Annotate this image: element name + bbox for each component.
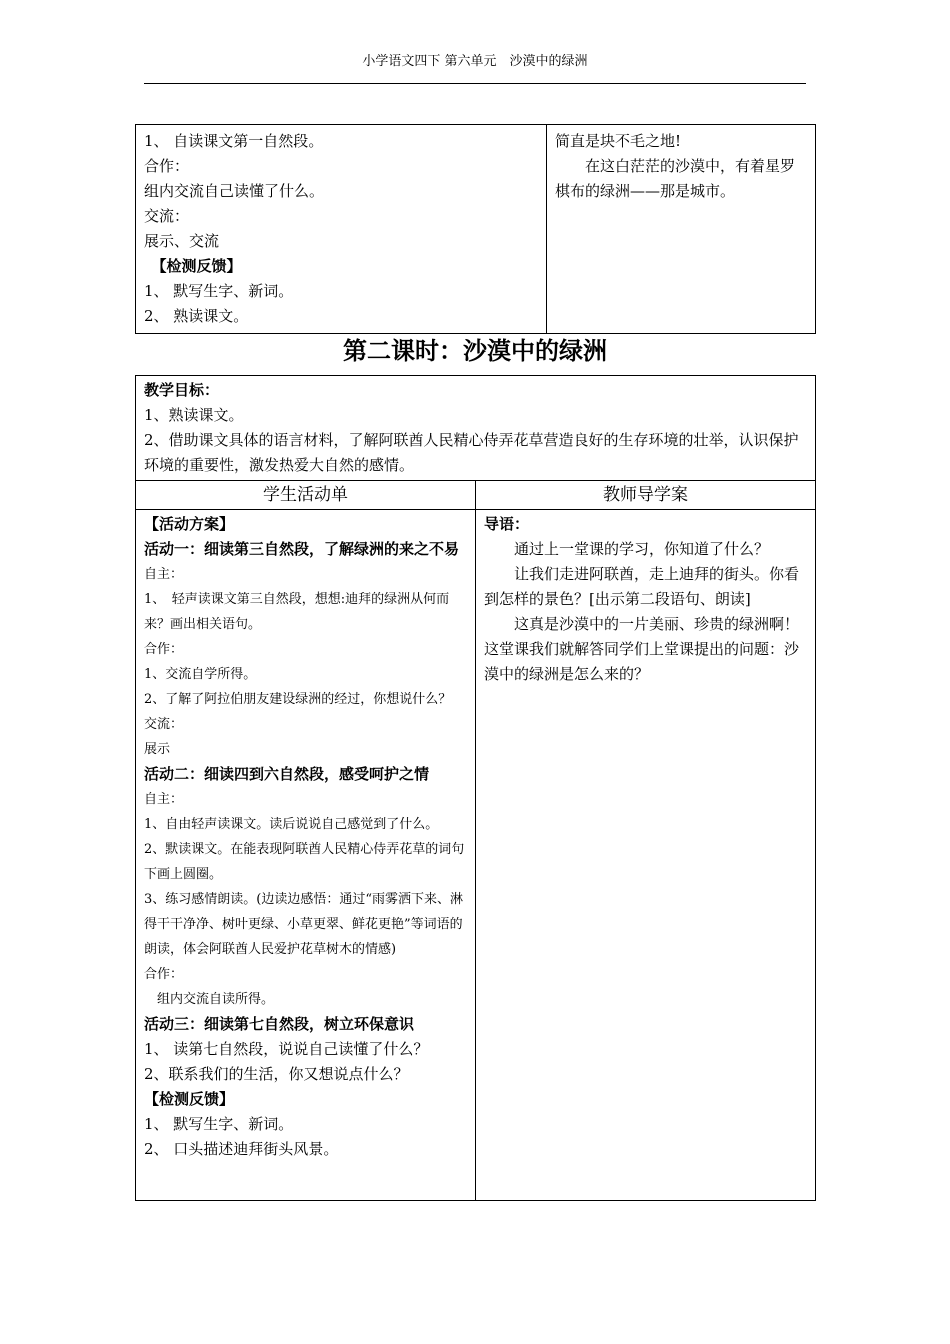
top-right-line-2: 在这白茫茫的沙漠中，有着星罗棋布的绿洲——那是城市。 bbox=[555, 157, 796, 200]
activity-2-step-2: 2、默读课文。在能表现阿联酋人民精心侍弄花草的词句下画上圆圈。 bbox=[144, 842, 465, 882]
goals-label: 教学目标： bbox=[144, 381, 220, 399]
goal-item-2: 2、借助课文具体的语言材料，了解阿联酋人民精心侍弄花草营造良好的生存环境的壮举，认识保护环境的重要性，激发热爱大自然的感情。 bbox=[144, 431, 799, 474]
top-right-line-1: 简直是块不毛之地! bbox=[555, 132, 682, 150]
student-column-header: 学生活动单 bbox=[136, 481, 476, 510]
top-left-line-3: 组内交流自己读懂了什么。 bbox=[144, 182, 325, 200]
top-left-line-2: 合作： bbox=[144, 157, 190, 175]
activity-2-title: 活动二：细读四到六自然段，感受呵护之情 bbox=[144, 765, 430, 783]
activity-2-step-3: 3、练习感情朗读。(边读边感悟：通过“雨雾洒下来、淋得干干净净、树叶更绿、小草更翠、鲜花更艳”等词语的朗读，体会阿联酋人民爱护花草树木的情感) bbox=[144, 892, 463, 957]
top-right-cell bbox=[547, 125, 816, 334]
teacher-guide-para-1: 通过上一堂课的学习，你知道了什么？ bbox=[514, 540, 770, 558]
activity-plan-label: 【活动方案】 bbox=[144, 515, 235, 533]
activity-2-self: 自主： bbox=[144, 792, 184, 807]
feedback-label: 【检测反馈】 bbox=[144, 1090, 235, 1108]
activity-2-coop-1: 组内交流自读所得。 bbox=[157, 992, 275, 1007]
lesson-table bbox=[135, 375, 816, 1201]
student-activity-cell bbox=[136, 510, 476, 1201]
activity-1-step: 1、 轻声读课文第三自然段，想想:迪拜的绿洲从何而来？画出相关语句。 bbox=[144, 592, 450, 632]
goals-cell bbox=[136, 376, 816, 481]
lesson-title: 第二课时：沙漠中的绿洲 bbox=[343, 337, 607, 365]
activity-1-coop-1: 1、交流自学所得。 bbox=[144, 667, 257, 682]
activity-3-step-2: 2、联系我们的生活，你又想说点什么？ bbox=[144, 1065, 409, 1083]
top-left-line-5: 展示、交流 bbox=[144, 232, 220, 250]
top-left-line-4: 交流： bbox=[144, 207, 190, 225]
teacher-guide-label: 导语： bbox=[484, 515, 530, 533]
activity-1-coop: 合作： bbox=[144, 642, 184, 657]
feedback-item-1: 1、 默写生字、新词。 bbox=[144, 1115, 294, 1133]
top-left-line-7: 1、 默写生字、新词。 bbox=[144, 282, 294, 300]
teacher-guide-para-2: 让我们走进阿联酋，走上迪拜的街头。你看到怎样的景色？[出示第二段语句、朗读] bbox=[484, 565, 800, 608]
activity-1-title: 活动一：细读第三自然段，了解绿洲的来之不易 bbox=[144, 540, 460, 558]
activity-2-coop: 合作： bbox=[144, 967, 184, 982]
teacher-column-header: 教师导学案 bbox=[476, 481, 816, 510]
header-rule bbox=[144, 83, 806, 84]
top-table bbox=[135, 124, 816, 334]
goal-item-1: 1、熟读课文。 bbox=[144, 406, 244, 424]
activity-2-step-1: 1、自由轻声读课文。读后说说自己感觉到了什么。 bbox=[144, 817, 439, 832]
top-left-cell bbox=[136, 125, 547, 334]
feedback-item-2: 2、 口头描述迪拜街头风景。 bbox=[144, 1140, 339, 1158]
top-left-line-1: 1、 自读课文第一自然段。 bbox=[144, 132, 324, 150]
top-left-line-8: 2、 熟读课文。 bbox=[144, 307, 249, 325]
activity-3-title: 活动三：细读第七自然段，树立环保意识 bbox=[144, 1015, 415, 1033]
teacher-guide-cell bbox=[476, 510, 816, 1201]
activity-1-show: 展示 bbox=[144, 742, 171, 757]
activity-1-exchange: 交流： bbox=[144, 717, 184, 732]
activity-1-coop-2: 2、了解了阿拉伯朋友建设绿洲的经过，你想说什么？ bbox=[144, 692, 452, 707]
page-header: 小学语文四下 第六单元 沙漠中的绿洲 bbox=[362, 54, 588, 69]
activity-1-self: 自主： bbox=[144, 567, 184, 582]
activity-3-step-1: 1、 读第七自然段，说说自己读懂了什么？ bbox=[144, 1040, 429, 1058]
top-left-line-6: 【检测反馈】 bbox=[151, 257, 242, 275]
teacher-guide-para-3: 这真是沙漠中的一片美丽、珍贵的绿洲啊！这堂课我们就解答同学们上堂课提出的问题：沙漠中的绿洲是怎么来的？ bbox=[484, 615, 800, 683]
